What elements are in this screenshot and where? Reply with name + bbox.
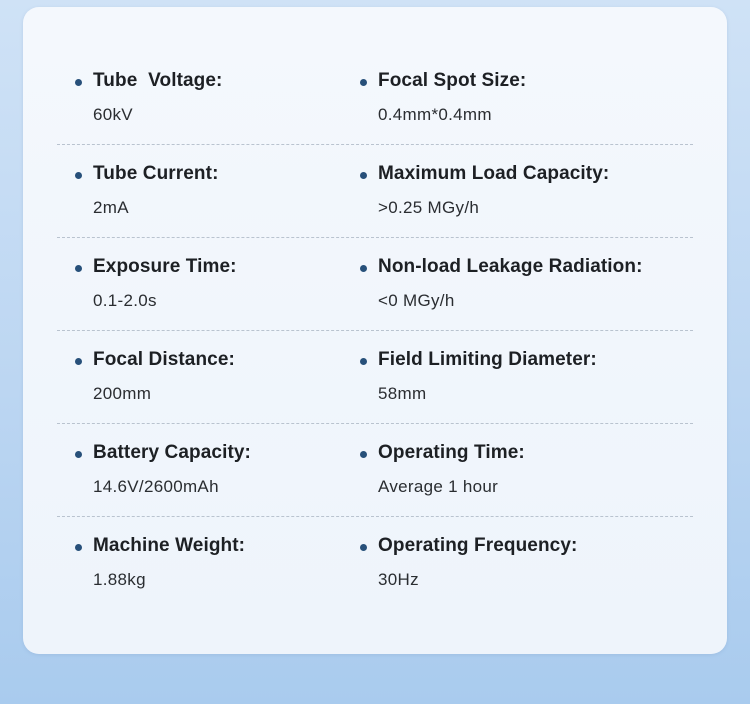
spec-row <box>57 331 693 424</box>
bullet-icon <box>360 79 367 86</box>
spec-value: 58mm <box>378 384 427 403</box>
spec-row <box>57 52 693 145</box>
spec-row <box>57 517 693 610</box>
spec-card <box>23 7 727 654</box>
spec-label: Field Limiting Diameter: <box>378 349 597 370</box>
bullet-icon <box>360 544 367 551</box>
spec-label: Operating Time: <box>378 442 525 463</box>
spec-value: >0.25 MGy/h <box>378 198 480 217</box>
spec-label: Maximum Load Capacity: <box>378 163 610 184</box>
spec-value: 0.4mm*0.4mm <box>378 105 492 124</box>
spec-value: 200mm <box>93 384 152 403</box>
bullet-icon <box>75 79 82 86</box>
spec-list <box>57 52 693 610</box>
spec-label: Focal Distance: <box>93 349 235 370</box>
bullet-icon <box>75 265 82 272</box>
bullet-icon <box>360 358 367 365</box>
spec-label: Tube Voltage: <box>93 70 223 91</box>
bullet-icon <box>360 172 367 179</box>
bullet-icon <box>360 451 367 458</box>
spec-row <box>57 238 693 331</box>
spec-label: Exposure Time: <box>93 256 237 277</box>
bullet-icon <box>75 544 82 551</box>
spec-value: 2mA <box>93 198 129 217</box>
spec-value: <0 MGy/h <box>378 291 455 310</box>
bullet-icon <box>360 265 367 272</box>
spec-label: Focal Spot Size: <box>378 70 527 91</box>
spec-value: Average 1 hour <box>378 477 499 496</box>
spec-row <box>57 424 693 517</box>
spec-value: 60kV <box>93 105 133 124</box>
spec-label: Tube Current: <box>93 163 219 184</box>
spec-value: 1.88kg <box>93 570 146 589</box>
bullet-icon <box>75 451 82 458</box>
spec-value: 30Hz <box>378 570 419 589</box>
spec-label: Non-load Leakage Radiation: <box>378 256 643 277</box>
spec-label: Battery Capacity: <box>93 442 251 463</box>
spec-value: 0.1-2.0s <box>93 291 157 310</box>
spec-label: Operating Frequency: <box>378 535 578 556</box>
spec-value: 14.6V/2600mAh <box>93 477 219 496</box>
bullet-icon <box>75 172 82 179</box>
spec-label: Machine Weight: <box>93 535 246 556</box>
bullet-icon <box>75 358 82 365</box>
spec-row <box>57 145 693 238</box>
